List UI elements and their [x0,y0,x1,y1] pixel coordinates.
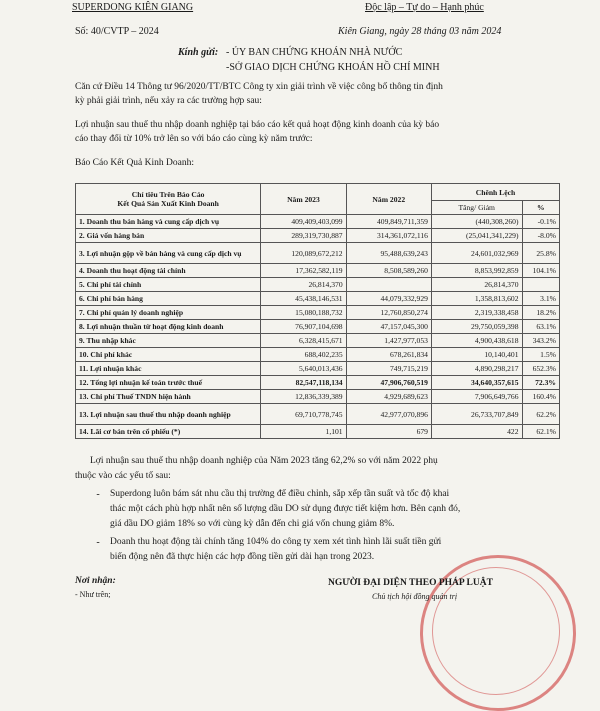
row-label: 6. Chi phí bán hàng [76,292,261,306]
row-2022: 314,361,072,116 [346,229,431,243]
row-pct: 104.1% [522,264,560,278]
row-pct: 25.8% [522,243,560,264]
row-diff: 34,640,357,615 [431,376,522,390]
row-diff: 24,601,032,969 [431,243,522,264]
row-2023: 6,328,415,671 [261,334,346,348]
row-pct: 160.4% [522,390,560,404]
header-diff-abs: Tăng/ Giảm [431,201,522,215]
row-pct: 1.5% [522,348,560,362]
header-diff-pct: % [522,201,560,215]
row-2023: 409,409,403,099 [261,215,346,229]
row-pct: 72.3% [522,376,560,390]
row-diff: 1,358,813,602 [431,292,522,306]
conclusion-line-2: thuộc vào các yếu tố sau: [75,471,171,481]
bullet-1-line-1: Superdong luôn bám sát nhu cầu thị trường để điều chỉnh, sắp xếp tần suất và tốc độ khai [110,489,450,499]
signer-title: NGƯỜI ĐẠI DIỆN THEO PHÁP LUẬT [328,578,493,588]
row-2023: 15,080,188,732 [261,306,346,320]
row-label: 2. Giá vốn hàng bán [76,229,261,243]
row-pct: 62.1% [522,425,560,439]
row-2023: 76,907,104,698 [261,320,346,334]
table-row [76,264,560,278]
table-row [76,334,560,348]
row-pct: -0.1% [522,215,560,229]
row-diff: 29,750,059,398 [431,320,522,334]
row-2022: 12,760,850,274 [346,306,431,320]
bullet-2-line-2: biến động nên đã thực hiện các hợp đồng tiền gửi dài hạn trong 2023. [110,552,375,562]
table-row [76,243,560,264]
table-row [76,215,560,229]
bullet-2-line-1: Doanh thu hoạt động tài chính tăng 104% do công ty xem xét tình hình lãi suất tiền gửi [110,537,442,547]
row-diff: (25,041,341,229) [431,229,522,243]
recipient-1: - Như trên; [75,590,111,599]
table-row [76,404,560,425]
intro-para2-line-1: Lợi nhuận sau thuế thu nhập doanh nghiệp tại báo cáo kết quả hoạt động kinh doanh của kỳ báo [75,120,440,130]
row-diff: 26,733,707,849 [431,404,522,425]
row-diff: (440,308,260) [431,215,522,229]
addressee-label: Kính gửi: [178,47,219,58]
row-2023: 1,101 [261,425,346,439]
company-name: SUPERDONG KIÊN GIANG [72,2,194,13]
row-label: 13. Chi phí Thuế TNDN hiện hành [76,390,261,404]
table-row [76,278,560,292]
income-statement-table [75,183,560,439]
table-row [76,320,560,334]
row-2023: 5,640,013,436 [261,362,346,376]
table-row [76,390,560,404]
row-2022: 47,157,045,300 [346,320,431,334]
row-2023: 45,438,146,531 [261,292,346,306]
table-row [76,292,560,306]
row-2022: 42,977,070,896 [346,404,431,425]
row-pct: 62.2% [522,404,560,425]
row-2023: 82,547,118,134 [261,376,346,390]
bullet-1-line-2: thác một cách phù hợp nhất nên số lượng dầu DO sử dụng được tiết kiệm hơn. Bên cạnh đó, [110,504,461,514]
header-diff: Chênh Lệch [431,184,559,201]
bullet-dash: - [96,489,100,500]
table-row [76,306,560,320]
row-label: 7. Chi phí quản lý doanh nghiệp [76,306,261,320]
bullet-dash: - [96,537,100,548]
document-number: Số: 40/CVTP – 2024 [75,26,159,37]
row-label: 9. Thu nhập khác [76,334,261,348]
row-2022: 679 [346,425,431,439]
addressee-line-2: -SỞ GIAO DỊCH CHỨNG KHOÁN HỒ CHÍ MINH [226,62,440,73]
row-2023: 17,362,582,119 [261,264,346,278]
row-2022: 44,079,332,929 [346,292,431,306]
header-item-line-2: Kết Quả Sản Xuất Kinh Doanh [117,199,219,208]
row-label: 4. Doanh thu hoạt động tài chính [76,264,261,278]
intro-para2-line-2: cáo thay đổi từ 10% trở lên so với báo cáo cùng kỳ năm trước: [75,134,313,144]
table-row [76,229,560,243]
row-label: 11. Lợi nhuận khác [76,362,261,376]
row-2022: 95,488,639,243 [346,243,431,264]
intro-line-1: Căn cứ Điều 14 Thông tư 96/2020/TT/BTC Công ty xin giải trình về việc công bố thông tin định [75,82,443,92]
recipients-label: Nơi nhận: [75,576,116,586]
header-item-line-1: Chỉ tiêu Trên Báo Cáo [131,190,205,199]
row-pct: 343.2% [522,334,560,348]
header-year-2023: Năm 2023 [261,184,346,215]
report-title: Báo Cáo Kết Quả Kinh Doanh: [75,158,194,168]
row-2023: 26,814,370 [261,278,346,292]
row-2022: 47,906,760,519 [346,376,431,390]
header-item [76,184,261,215]
header-year-2022: Năm 2022 [346,184,431,215]
conclusion-line-1: Lợi nhuận sau thuế thu nhập doanh nghiệp của Năm 2023 tăng 62,2% so với năm 2022 phụ [90,456,438,466]
row-2022 [346,278,431,292]
row-2023: 12,836,339,389 [261,390,346,404]
row-pct: 18.2% [522,306,560,320]
row-pct: 63.1% [522,320,560,334]
row-2022: 4,929,689,623 [346,390,431,404]
row-2023: 120,089,672,212 [261,243,346,264]
table-row [76,425,560,439]
row-label: 14. Lãi cơ bản trên cổ phiếu (*) [76,425,261,439]
row-2022: 409,849,711,359 [346,215,431,229]
row-label: 12. Tổng lợi nhuận kế toán trước thuế [76,376,261,390]
row-pct [522,278,560,292]
row-label: 8. Lợi nhuận thuần từ hoạt động kinh doanh [76,320,261,334]
row-2022: 678,261,834 [346,348,431,362]
addressee-line-1: - ỦY BAN CHỨNG KHOÁN NHÀ NƯỚC [226,47,403,58]
row-2023: 289,319,730,887 [261,229,346,243]
row-2023: 69,710,778,745 [261,404,346,425]
row-2022: 1,427,977,053 [346,334,431,348]
row-diff: 4,900,438,618 [431,334,522,348]
row-diff: 422 [431,425,522,439]
row-diff: 8,853,992,859 [431,264,522,278]
row-2023: 688,402,235 [261,348,346,362]
row-label: 10. Chi phí khác [76,348,261,362]
row-label: 5. Chi phí tài chính [76,278,261,292]
row-pct: -8.0% [522,229,560,243]
row-diff: 10,140,401 [431,348,522,362]
row-pct: 3.1% [522,292,560,306]
signer-subtitle: Chủ tịch hội đồng quản trị [372,592,458,601]
national-motto: Độc lập – Tự do – Hạnh phúc [365,2,484,13]
row-label: 3. Lợi nhuận gộp về bán hàng và cung cấp dịch vụ [76,243,261,264]
row-2022: 8,508,589,260 [346,264,431,278]
row-diff: 2,319,338,458 [431,306,522,320]
row-label: 13. Lợi nhuận sau thuế thu nhập doanh nghiệp [76,404,261,425]
place-date: Kiên Giang, ngày 28 tháng 03 năm 2024 [338,26,502,37]
intro-line-2: kỳ phải giải trình, nếu xảy ra các trường hợp sau: [75,96,262,106]
row-diff: 4,890,298,217 [431,362,522,376]
row-diff: 26,814,370 [431,278,522,292]
table-row [76,348,560,362]
bullet-1-line-3: giá dầu DO giảm 18% so với cùng kỳ dẫn đến chi giá vốn chung giảm 8%. [110,519,395,529]
row-label: 1. Doanh thu bán hàng và cung cấp dịch vụ [76,215,261,229]
row-diff: 7,906,649,766 [431,390,522,404]
row-pct: 652.3% [522,362,560,376]
row-2022: 749,715,219 [346,362,431,376]
table-row [76,376,560,390]
table-row [76,362,560,376]
